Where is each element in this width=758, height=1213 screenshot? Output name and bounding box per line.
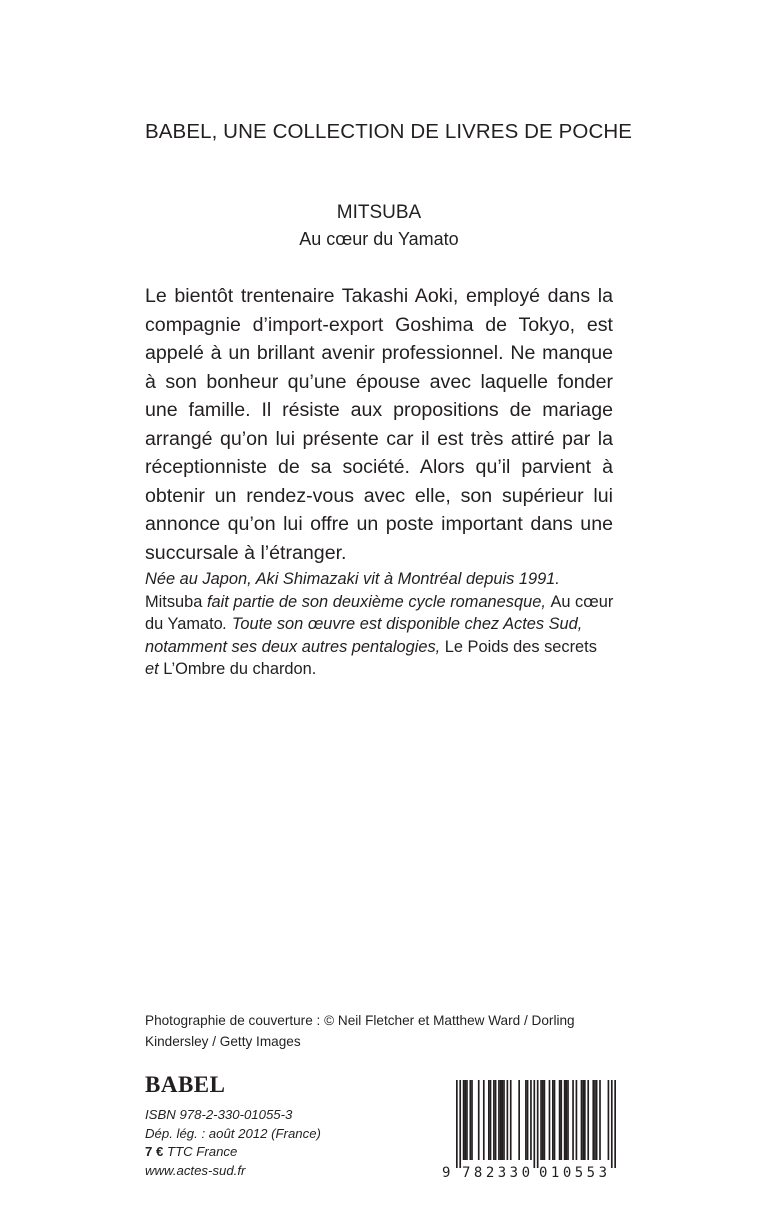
barcode-bar [614, 1080, 616, 1168]
series-heading: BABEL, UNE COLLECTION DE LIVRES DE POCHE [145, 120, 633, 143]
barcode-bar [592, 1080, 594, 1160]
barcode-bar [549, 1080, 551, 1160]
barcode-bar [554, 1080, 556, 1160]
legal-block [145, 1106, 321, 1181]
book-title-block [145, 200, 613, 252]
book-title: MITSUBA [336, 202, 422, 223]
author-note-pentalogy-1: Le Poids des secrets [444, 637, 597, 656]
barcode-bar [525, 1080, 527, 1160]
barcode-bar [564, 1080, 566, 1160]
barcode-bar [544, 1080, 546, 1160]
barcode-bar [493, 1080, 495, 1160]
price-value: 7 € [145, 1144, 164, 1160]
barcode-bar [518, 1080, 520, 1160]
barcode-bar [596, 1080, 598, 1160]
barcode-bar [608, 1080, 610, 1160]
barcode-first-digit: 9 [442, 1165, 451, 1180]
photo-credit: Photographie de couverture : © Neil Fletcher et Matthew Ward / Dorling Kindersley / Getty Images [145, 1013, 575, 1049]
barcode-bar [565, 1080, 567, 1160]
barcode-bar [552, 1080, 554, 1160]
barcode-bar [464, 1080, 466, 1160]
barcode-bar [459, 1080, 461, 1168]
barcode-bar [495, 1080, 497, 1160]
barcode-bar [542, 1080, 544, 1160]
barcode-bar [478, 1080, 480, 1160]
barcode-bar [501, 1080, 503, 1160]
barcode-bar [587, 1080, 589, 1160]
barcode-bar [483, 1080, 485, 1160]
author-note [145, 568, 615, 681]
author-note-p3: fait partie de son deuxième cycle romanesque, [202, 592, 551, 611]
barcode-bar [559, 1080, 561, 1160]
barcode-bar [463, 1080, 465, 1160]
barcode-bar [576, 1080, 578, 1160]
barcode-bar [510, 1080, 512, 1160]
synopsis: Le bientôt trentenaire Takashi Aoki, employé dans la compagnie d’import-export Goshima de Tokyo, est appelé à un brillant avenir professionnel. Ne manque à son bonheur qu’une épouse avec laquelle fonder une famille. Il résiste aux propositions de mariage arrangé qu’on lui présente car il est très attiré par la réceptionniste de sa société. Alors qu’il parvient à obtenir un rendez-vous avec elle, son supérieur lui annonce qu’on lui offre un poste important dans une succursale à l’étranger. [145, 285, 613, 564]
barcode-bar [572, 1080, 574, 1160]
publisher-brand: BABEL [145, 1072, 226, 1097]
price-suffix: TTC France [163, 1144, 238, 1160]
barcode-bar [611, 1080, 613, 1168]
author-note-p5: . Toute son œuvre est disponible chez Actes Sud, notamment ses deux autres pentalogies, [145, 615, 583, 656]
barcode-bar [599, 1080, 601, 1160]
barcode-bar [560, 1080, 562, 1160]
barcode-bar [594, 1080, 596, 1160]
author-note-p9: . [311, 660, 317, 679]
barcode-bar [466, 1080, 468, 1160]
barcode-bar [488, 1080, 490, 1160]
author-note-p1: Née au Japon, Aki Shimazaki vit à Montréal depuis 1991. [145, 570, 560, 588]
barcode-bar [507, 1080, 509, 1160]
barcode-bar [582, 1080, 584, 1160]
depot-legal: Dép. lég. : août 2012 (France) [145, 1125, 321, 1141]
author-note-p7: et [145, 660, 164, 679]
book-subtitle: Au cœur du Yamato [299, 229, 459, 249]
isbn-barcode [438, 1076, 618, 1180]
author-note-book-title: Mitsuba [145, 592, 203, 611]
barcode-bar [540, 1080, 542, 1160]
barcode-bar [490, 1080, 492, 1160]
barcode-bar [456, 1080, 458, 1168]
barcode-bar [471, 1080, 473, 1160]
barcode-bar [581, 1080, 583, 1160]
barcode-bar [527, 1080, 529, 1160]
barcode-bar [469, 1080, 471, 1160]
barcode-bar [530, 1080, 532, 1160]
barcode-bar [533, 1080, 535, 1168]
barcode-left-group: 782330 [462, 1165, 530, 1180]
barcode-bar [567, 1080, 569, 1160]
isbn: ISBN 978-2-330-01055-3 [145, 1107, 293, 1122]
price [145, 1143, 321, 1162]
barcode-bar [498, 1080, 500, 1160]
author-note-cycle-title: Au cœur du Yamato [145, 592, 614, 634]
author-note-pentalogy-2: L’Ombre du chardon [163, 660, 312, 679]
barcode-bar [537, 1080, 539, 1168]
barcode-bar [500, 1080, 502, 1160]
barcode-bar [503, 1080, 505, 1160]
website: www.actes-sud.fr [145, 1163, 246, 1179]
barcode-bar [584, 1080, 586, 1160]
barcode-right-group: 010553 [539, 1165, 607, 1180]
